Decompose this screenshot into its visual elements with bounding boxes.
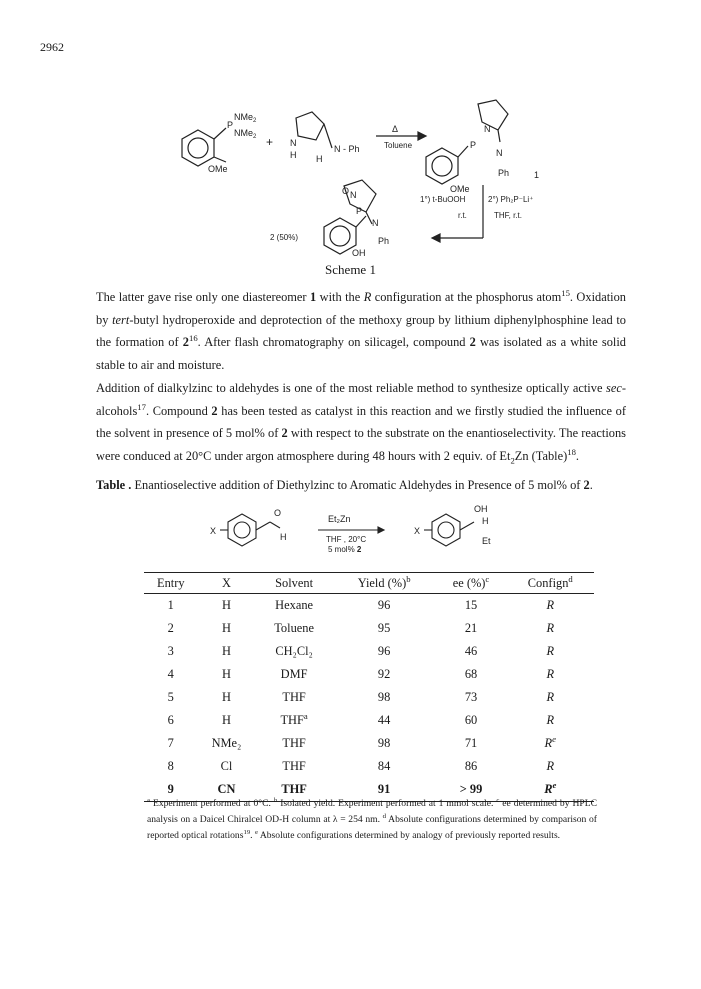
cell-yield: 44 xyxy=(377,713,391,727)
product-x-label: X xyxy=(414,526,421,536)
header-solvent: Solvent xyxy=(255,573,332,594)
cell-x: H xyxy=(222,644,231,658)
cell-solvent: THF xyxy=(282,736,306,750)
cell-ee: 68 xyxy=(464,667,478,681)
cell-entry: 3 xyxy=(167,644,174,658)
step-2-label: 2°) Ph₂P⁻Li⁺ xyxy=(488,195,534,204)
delta-label: Δ xyxy=(392,124,399,134)
cell-yield: 95 xyxy=(377,621,391,635)
cell-solvent: THF$^a$ xyxy=(280,710,308,727)
condition-1-label: THF , 20°C xyxy=(326,535,367,544)
catalyst-ph-label: Ph xyxy=(378,236,390,246)
product-oh-label: OH xyxy=(474,504,488,514)
scheme-1-figure xyxy=(0,90,701,265)
cell-solvent: CH₂Cl₂ xyxy=(275,644,313,658)
nme2-label-b: NMe$_2$ xyxy=(234,128,257,140)
cell-config: R xyxy=(546,667,555,681)
table-row xyxy=(144,709,594,732)
product-p-label: P xyxy=(470,140,477,150)
pyrrolidine-ring-product-1 xyxy=(478,100,508,142)
cell-entry: 5 xyxy=(167,690,174,704)
product-h-label: H xyxy=(482,516,489,526)
aldehyde-h-label: H xyxy=(280,532,287,542)
cell-config: R xyxy=(546,598,555,612)
paragraph-1: The latter gave rise only one diastereomer 1 with the R configuration at the phosphorus atom$^{15}$. Oxidation by tert-butyl hydroperoxide and deprotection of the methoxy group by lithium diphenylphosphine lead to the formation of $2^{16}$. After flash chromatography on silicagel, compound 2 was isolated as a white solid stable to air and moisture. xyxy=(96,287,626,372)
cell-x: H xyxy=(222,598,231,612)
table-row xyxy=(144,617,594,640)
cell-ee: 21 xyxy=(464,621,478,635)
header-ee: ee (%)$^c$ xyxy=(436,573,507,594)
cell-solvent: THF xyxy=(282,690,306,704)
cell-x: H xyxy=(222,690,231,704)
cell-ee: 73 xyxy=(464,690,478,704)
cell-ee: 86 xyxy=(464,759,478,773)
cell-solvent: THF xyxy=(282,759,306,773)
reagent-label: Et₂Zn xyxy=(328,514,351,524)
cell-yield: 98 xyxy=(377,736,391,750)
table-row xyxy=(144,732,594,755)
catalyst-p-label: P xyxy=(356,206,363,216)
pyrrolidine-h-label: H xyxy=(290,150,297,160)
product-n2-label: N xyxy=(496,148,503,158)
reactant-x-label: X xyxy=(210,526,217,536)
catalyst-2-label: 2 (50%) xyxy=(270,233,299,242)
cell-config: R xyxy=(546,713,555,727)
header-yield: Yield (%)$^b$ xyxy=(333,573,436,594)
paragraph-2: Addition of dialkylzinc to aldehydes is one of the most reliable method to synthesize optically active sec-alcohols$^{17}$. Compound 2 has been tested as catalyst in this reaction and we firstly studied the influence of the solvent in presence of 5 mol% of 2 with respect to the substrate on the enantioselectivity. The reactions were conduced at 20°C under argon atmosphere during 48 hours with 2 equiv. of $Et_2Zn$ (Table)$^{18}$. xyxy=(96,381,626,465)
cell-yield: 84 xyxy=(377,759,391,773)
plus-sign: + xyxy=(266,135,274,149)
cell-config: $R^e$ xyxy=(507,778,594,802)
table-footnote: $^a$ Experiment performed at 0°C. $^b$ Isolated yield. Experiment performed at 1 mmol scale. $^c$ ee determined by HPLC analysis on a Daicel Chiralcel OD-H column at λ = 254 nm. $^d$ Absolute configurations determined by comparison of reported optical rotations$^{19}$. $^e$ Absolute configurations determined by analogy of previously reported results. xyxy=(147,796,597,841)
catalyst-o-label: O xyxy=(342,186,350,196)
cell-ee: > 99 xyxy=(436,778,507,802)
alcohol-ring xyxy=(424,514,474,546)
nph-label: N - Ph xyxy=(334,144,360,154)
aldehyde-o-label: O xyxy=(274,508,282,518)
cell-solvent: DMF xyxy=(280,667,308,681)
cell-ee: 71 xyxy=(464,736,478,750)
pyrrolidine-ring-1 xyxy=(296,112,332,148)
table-row xyxy=(144,594,594,618)
header-x: X xyxy=(198,573,256,594)
benzene-ring-product-1 xyxy=(426,146,468,184)
pyrrolidine-n-label: N xyxy=(290,138,297,148)
product-n1-label: N xyxy=(484,124,491,134)
catalyst-n2-label: N xyxy=(372,218,379,228)
cell-ee: 60 xyxy=(464,713,478,727)
cell-solvent: Hexane xyxy=(275,598,314,612)
cell-x: Cl xyxy=(220,759,233,773)
cell-entry: 8 xyxy=(167,759,174,773)
cell-entry: 6 xyxy=(167,713,174,727)
step-1-condition: r.t. xyxy=(458,211,467,220)
nme2-label-a: NMe$_2$ xyxy=(234,112,257,124)
step-2-condition: THF, r.t. xyxy=(494,211,522,220)
cell-config: R xyxy=(546,759,555,773)
cell-yield: 96 xyxy=(377,598,391,612)
cell-yield: 96 xyxy=(377,644,391,658)
step-1-label: 1°) t-BuOOH xyxy=(420,195,466,204)
phosphorus-label: P xyxy=(227,120,234,130)
cell-config: R xyxy=(546,621,555,635)
reaction-equation xyxy=(170,498,590,568)
results-table xyxy=(144,572,594,802)
scheme-caption: Scheme 1 xyxy=(325,262,376,277)
cell-entry: 9 xyxy=(144,778,198,802)
cell-solvent: Toluene xyxy=(274,621,314,635)
cell-yield: 98 xyxy=(377,690,391,704)
table-row xyxy=(144,755,594,778)
table-row xyxy=(144,663,594,686)
ch2-h-label: H xyxy=(316,154,323,164)
benzene-ring-1 xyxy=(182,128,226,166)
cell-x: H xyxy=(222,667,231,681)
cell-x: H xyxy=(222,621,231,635)
product-ome-label: OMe xyxy=(450,184,470,194)
catalyst-n1-label: N xyxy=(350,190,357,200)
benzaldehyde-ring xyxy=(220,514,280,546)
cell-x: CN xyxy=(198,778,256,802)
cell-config: $R^e$ xyxy=(544,733,556,750)
cell-yield: 91 xyxy=(333,778,436,802)
product-et-label: Et xyxy=(482,536,491,546)
header-entry: Entry xyxy=(144,573,198,594)
cell-x: NMe₂ xyxy=(211,736,242,750)
product-ph-label: Ph xyxy=(498,168,510,178)
cell-ee: 46 xyxy=(464,644,478,658)
page-number: 2962 xyxy=(40,40,64,54)
cell-x: H xyxy=(222,713,231,727)
table-row xyxy=(144,686,594,709)
cell-ee: 15 xyxy=(464,598,478,612)
table-header-row xyxy=(144,573,594,594)
cell-solvent: THF xyxy=(255,778,332,802)
cell-config: R xyxy=(546,644,555,658)
table-title: Table . Enantioselective addition of Diethylzinc to Aromatic Aldehydes in Presence of 5 mol% of 2. xyxy=(96,478,593,492)
table-row xyxy=(144,640,594,663)
cell-entry: 4 xyxy=(167,667,174,681)
cell-config: R xyxy=(546,690,555,704)
toluene-label: Toluene xyxy=(384,141,413,150)
cell-entry: 7 xyxy=(167,736,174,750)
catalyst-oh-label: OH xyxy=(352,248,366,258)
condition-2-label: 5 mol% 2 xyxy=(328,545,362,554)
cell-entry: 2 xyxy=(167,621,174,635)
header-config: Confign$^d$ xyxy=(507,573,594,594)
cell-entry: 1 xyxy=(167,598,174,612)
product-number-label: 1 xyxy=(534,170,540,180)
ome-label-left: OMe xyxy=(208,164,228,174)
cell-yield: 92 xyxy=(377,667,391,681)
